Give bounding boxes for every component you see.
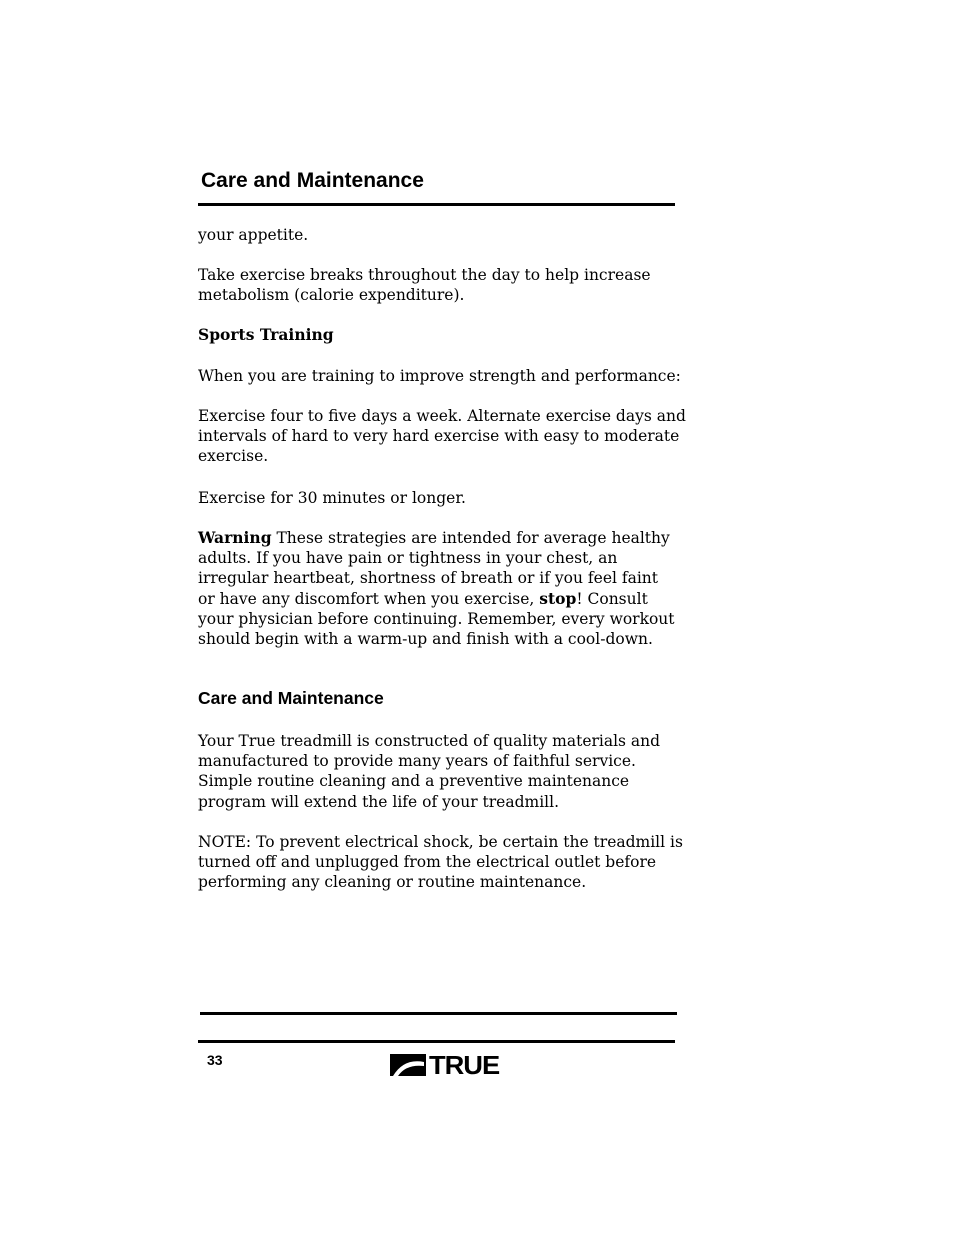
text-line: irregular heartbeat, shortness of breath or if you feel faint [198, 569, 659, 588]
paragraph [198, 366, 681, 386]
text-line: performing any cleaning or routine maintenance. [198, 873, 587, 892]
text-line: exercise. [198, 447, 269, 466]
text-line: should begin with a warm-up and finish with a cool-down. [198, 629, 653, 648]
footer-rule-top [200, 1012, 677, 1015]
warning-paragraph [198, 528, 675, 649]
text-line: ! Consult [576, 589, 648, 608]
text-line: or have any discomfort when you exercise, [198, 589, 540, 608]
text-line: intervals of hard to very hard exercise with easy to moderate [198, 427, 680, 446]
paragraph [198, 731, 660, 812]
header-rule [198, 203, 675, 206]
logo-text: TRUE [429, 1050, 500, 1080]
warning-label: Warning [198, 528, 272, 547]
text-line: turned off and unplugged from the electrical outlet before [198, 853, 657, 872]
footer-rule-bottom [198, 1040, 675, 1043]
paragraph [198, 225, 308, 245]
text-line: adults. If you have pain or tightness in your chest, an [198, 549, 618, 568]
page-title: Care and Maintenance [201, 169, 424, 192]
note-paragraph [198, 832, 683, 893]
text-line: NOTE: To prevent electrical shock, be certain the treadmill is [198, 833, 683, 851]
true-logo-mark-icon [390, 1054, 426, 1076]
paragraph [198, 265, 651, 305]
text-line: Simple routine cleaning and a preventive maintenance [198, 772, 630, 791]
section-heading: Care and Maintenance [198, 688, 384, 708]
text-line: Exercise four to five days a week. Alternate exercise days and [198, 407, 686, 425]
text-line: These strategies are intended for average healthy [271, 529, 670, 547]
text-line: manufactured to provide many years of faithful service. [198, 752, 636, 771]
text-line: Exercise for 30 minutes or longer. [198, 489, 466, 507]
text-line: When you are training to improve strength and performance: [198, 367, 681, 385]
true-logo [390, 1050, 500, 1080]
text-line: Take exercise breaks throughout the day to help increase [198, 266, 651, 284]
stop-emphasis: stop [539, 588, 577, 608]
paragraph [198, 488, 466, 508]
text-line: metabolism (calorie expenditure). [198, 286, 465, 305]
text-line: program will extend the life of your treadmill. [198, 792, 560, 811]
paragraph [198, 406, 686, 467]
page-number: 33 [207, 1052, 223, 1068]
text-line: your physician before continuing. Remember, every workout [198, 609, 675, 628]
text-line: Your True treadmill is constructed of quality materials and [198, 732, 661, 750]
subheading [198, 325, 334, 345]
sports-training-heading: Sports Training [198, 325, 334, 344]
text-line: your appetite. [198, 226, 309, 244]
